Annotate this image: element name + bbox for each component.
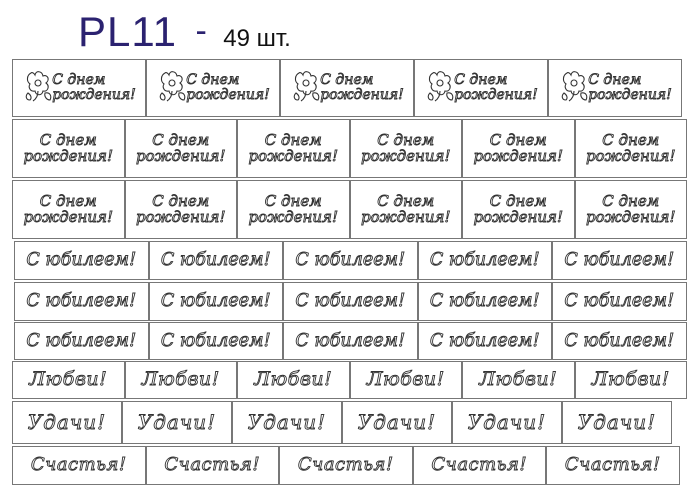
sticker-label: С днем рождения!	[585, 191, 676, 226]
sticker-label: С юбилеем!	[26, 250, 137, 271]
sticker-label: С днем рождения!	[23, 130, 114, 165]
sticker-row	[0, 241, 696, 280]
sticker-label: Счастья!	[431, 454, 528, 476]
sticker-label: С днем рождения!	[588, 72, 672, 103]
sticker-label: Удачи!	[357, 410, 437, 434]
sticker-bday-flower	[548, 59, 682, 117]
sticker-label: Удачи!	[137, 410, 217, 434]
sticker-label: Любви!	[591, 368, 670, 391]
sticker-label: Счастья!	[164, 454, 261, 476]
sticker-love	[125, 361, 238, 399]
sticker-label: С днем рождения!	[52, 72, 136, 103]
sticker-label: С днем рождения!	[135, 130, 226, 165]
sticker-bday	[350, 119, 463, 178]
sticker-label: С юбилеем!	[429, 250, 540, 271]
sticker-label: Любви!	[141, 368, 220, 391]
sticker-label: С днем рождения!	[473, 130, 564, 165]
sticker-jub	[149, 322, 284, 360]
sticker-label: С юбилеем!	[160, 291, 271, 312]
sticker-label: Счастья!	[30, 454, 127, 476]
sticker-label: Любви!	[366, 368, 445, 391]
sticker-label: С днем рождения!	[135, 191, 226, 226]
sticker-bday	[462, 119, 575, 178]
sticker-luck	[232, 401, 342, 444]
sticker-label: Удачи!	[467, 410, 547, 434]
sticker-bday	[462, 180, 575, 239]
sticker-jub	[552, 282, 687, 321]
sticker-label: Удачи!	[27, 410, 107, 434]
sticker-row	[0, 119, 696, 178]
sticker-bday-flower	[280, 59, 414, 117]
sticker-jub	[149, 282, 284, 321]
sticker-row	[0, 59, 696, 117]
sticker-luck	[452, 401, 562, 444]
sticker-label: С юбилеем!	[295, 250, 406, 271]
sticker-label: Счастья!	[297, 454, 394, 476]
sticker-row	[0, 401, 696, 444]
sheet-header	[78, 8, 291, 56]
sticker-jub	[14, 322, 149, 360]
sticker-label: С юбилеем!	[26, 291, 137, 312]
sticker-label: С юбилеем!	[295, 330, 406, 351]
sticker-label: С юбилеем!	[429, 291, 540, 312]
sticker-bday	[12, 180, 125, 239]
flower-icon	[559, 69, 591, 103]
sticker-hap	[12, 446, 146, 485]
sticker-luck	[562, 401, 672, 444]
flower-icon	[157, 69, 189, 103]
sticker-label: Удачи!	[247, 410, 327, 434]
sticker-hap	[146, 446, 280, 485]
sticker-jub	[14, 241, 149, 280]
sticker-bday	[237, 180, 350, 239]
flower-icon	[23, 69, 55, 103]
sticker-bday	[350, 180, 463, 239]
sticker-hap	[279, 446, 413, 485]
flower-icon	[425, 69, 457, 103]
sticker-row	[0, 361, 696, 399]
sticker-label: Счастья!	[564, 454, 661, 476]
sticker-label: С днем рождения!	[585, 130, 676, 165]
sticker-jub	[283, 282, 418, 321]
sticker-label: С юбилеем!	[160, 330, 271, 351]
sticker-hap	[413, 446, 547, 485]
sticker-label: С днем рождения!	[248, 191, 339, 226]
sticker-label: С днем рождения!	[186, 72, 270, 103]
sticker-label: Любви!	[479, 368, 558, 391]
sticker-label: С днем рождения!	[360, 191, 451, 226]
sticker-jub	[552, 322, 687, 360]
sticker-bday	[575, 180, 688, 239]
sticker-jub	[14, 282, 149, 321]
sticker-love	[462, 361, 575, 399]
sticker-jub	[418, 241, 553, 280]
sticker-label: С днем рождения!	[248, 130, 339, 165]
sticker-label: С юбилеем!	[429, 330, 540, 351]
sticker-row	[0, 322, 696, 360]
sticker-label: С днем рождения!	[320, 72, 404, 103]
sticker-jub	[283, 322, 418, 360]
sticker-bday-flower	[12, 59, 146, 117]
sticker-jub	[418, 322, 553, 360]
sticker-label: С юбилеем!	[160, 250, 271, 271]
sticker-bday	[12, 119, 125, 178]
sticker-label: С юбилеем!	[564, 291, 675, 312]
sticker-label: С днем рождения!	[23, 191, 114, 226]
sticker-bday	[575, 119, 688, 178]
sticker-bday-flower	[414, 59, 548, 117]
sticker-row	[0, 282, 696, 321]
sticker-bday	[125, 180, 238, 239]
sticker-label: С днем рождения!	[454, 72, 538, 103]
sticker-love	[350, 361, 463, 399]
sticker-jub	[552, 241, 687, 280]
sticker-row	[0, 180, 696, 239]
sticker-row	[0, 446, 696, 485]
sticker-luck	[12, 401, 122, 444]
sticker-count: 49 шт.	[223, 25, 291, 52]
sticker-hap	[546, 446, 680, 485]
flower-icon	[291, 69, 323, 103]
sticker-label: Любви!	[254, 368, 333, 391]
sticker-bday	[237, 119, 350, 178]
sticker-label: Любви!	[29, 368, 108, 391]
sticker-jub	[283, 241, 418, 280]
sticker-love	[237, 361, 350, 399]
sticker-jub	[149, 241, 284, 280]
product-code: PL11	[78, 8, 177, 55]
sticker-love	[575, 361, 688, 399]
sticker-label: С юбилеем!	[26, 330, 137, 351]
header-separator: -	[195, 12, 207, 50]
sticker-luck	[342, 401, 452, 444]
sticker-bday-flower	[146, 59, 280, 117]
sticker-label: С юбилеем!	[295, 291, 406, 312]
sticker-jub	[418, 282, 553, 321]
sticker-luck	[122, 401, 232, 444]
sticker-love	[12, 361, 125, 399]
sticker-label: С днем рождения!	[360, 130, 451, 165]
sticker-label: С юбилеем!	[564, 250, 675, 271]
sticker-bday	[125, 119, 238, 178]
sticker-label: С днем рождения!	[473, 191, 564, 226]
sticker-label: С юбилеем!	[564, 330, 675, 351]
sticker-label: Удачи!	[577, 410, 657, 434]
